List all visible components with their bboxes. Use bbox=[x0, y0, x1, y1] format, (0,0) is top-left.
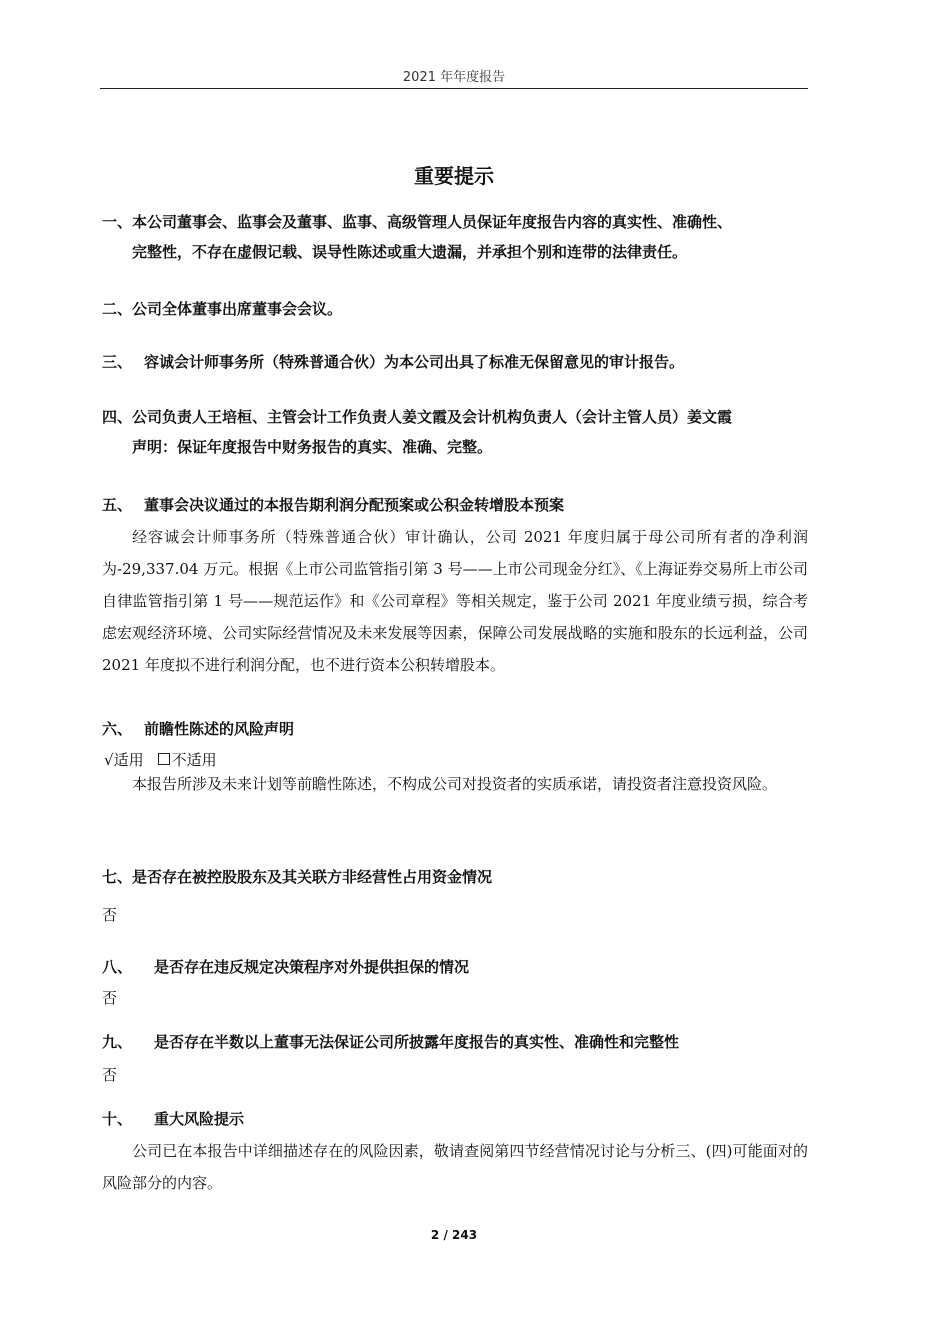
section-8-text: 是否存在违反规定决策程序对外提供担保的情况 bbox=[154, 958, 470, 976]
section-6-body: 本报告所涉及未来计划等前瞻性陈述，不构成公司对投资者的实质承诺，请投资者注意投资风险。 bbox=[132, 775, 778, 793]
section-10-number: 十、 bbox=[102, 1110, 133, 1128]
page-number: 2 / 243 bbox=[430, 1228, 478, 1242]
page-title: 重要提示 bbox=[414, 164, 494, 188]
section-10-body: 公司已在本报告中详细描述存在的风险因素，敬请查阅第四节经营情况讨论与分析三、(四)可能面对的风险部分的内容。 bbox=[102, 1142, 808, 1192]
section-10 bbox=[102, 1104, 810, 1134]
section-2 bbox=[102, 294, 810, 324]
section-5-number: 五、 bbox=[102, 496, 133, 514]
section-7-number: 七、 bbox=[102, 868, 133, 886]
running-header: 2021 年年度报告 bbox=[402, 70, 506, 85]
section-7-answer: 否 bbox=[102, 906, 118, 924]
section-3-number: 三、 bbox=[102, 353, 133, 371]
section-4 bbox=[102, 402, 810, 462]
section-1-number: 一、 bbox=[102, 213, 133, 231]
section-3 bbox=[102, 347, 810, 377]
checkmark-icon: √ bbox=[104, 751, 114, 769]
section-8 bbox=[102, 952, 810, 982]
section-7-text: 是否存在被控股股东及其关联方非经营性占用资金情况 bbox=[132, 868, 493, 886]
section-1-line1: 本公司董事会、监事会及董事、监事、高级管理人员保证年度报告内容的真实性、准确性、 bbox=[132, 213, 733, 231]
section-5-body: 经容诚会计师事务所（特殊普通合伙）审计确认，公司 2021 年度归属于母公司所有者的净利润为-29,337.04 万元。根据《上市公司监管指引第 3 号——上市公司现金分红》、《上海证券交易所上市公司自律监管指引第 1 号——规范运作》和《公司章程》等相关规定，鉴于公司 2021 年度业绩亏损，综合考虑宏观经济环境、公司实际经营情况及未来发展等因素，保障公司发展战略的实施和股东的长远利益，公司 2021 年度拟不进行利润分配，也不进行资本公积转增股本。 bbox=[102, 528, 808, 674]
section-10-text: 重大风险提示 bbox=[154, 1110, 245, 1128]
section-1 bbox=[102, 207, 810, 267]
section-6 bbox=[102, 714, 810, 744]
section-4-number: 四、 bbox=[102, 408, 133, 426]
section-2-text: 公司全体董事出席董事会会议。 bbox=[132, 300, 343, 318]
section-8-answer: 否 bbox=[102, 989, 118, 1007]
section-5 bbox=[102, 490, 810, 520]
section-9 bbox=[102, 1027, 810, 1057]
section-4-line1: 公司负责人王培桓、主管会计工作负责人姜文霞及会计机构负责人（会计主管人员）姜文霞 bbox=[132, 408, 733, 426]
section-1-line2: 完整性，不存在虚假记载、误导性陈述或重大遗漏，并承担个别和连带的法律责任。 bbox=[132, 243, 688, 261]
section-6-number: 六、 bbox=[102, 720, 133, 738]
section-4-line2: 声明：保证年度报告中财务报告的真实、准确、完整。 bbox=[132, 438, 493, 456]
section-9-text: 是否存在半数以上董事无法保证公司所披露年度报告的真实性、准确性和完整性 bbox=[154, 1033, 680, 1051]
section-3-text: 容诚会计师事务所（特殊普通合伙）为本公司出具了标准无保留意见的审计报告。 bbox=[144, 353, 685, 371]
section-5-text: 董事会决议通过的本报告期利润分配预案或公积金转增股本预案 bbox=[144, 496, 565, 514]
section-9-number: 九、 bbox=[102, 1033, 133, 1051]
header-divider bbox=[100, 88, 808, 89]
section-6-text: 前瞻性陈述的风险声明 bbox=[144, 720, 295, 738]
section-9-answer: 否 bbox=[102, 1066, 118, 1084]
not-applicable-label: 不适用 bbox=[171, 751, 217, 769]
section-2-number: 二、 bbox=[102, 300, 133, 318]
section-8-number: 八、 bbox=[102, 958, 133, 976]
applicable-label: 适用 bbox=[113, 751, 144, 769]
section-7 bbox=[102, 862, 810, 892]
empty-checkbox-icon bbox=[158, 753, 170, 765]
